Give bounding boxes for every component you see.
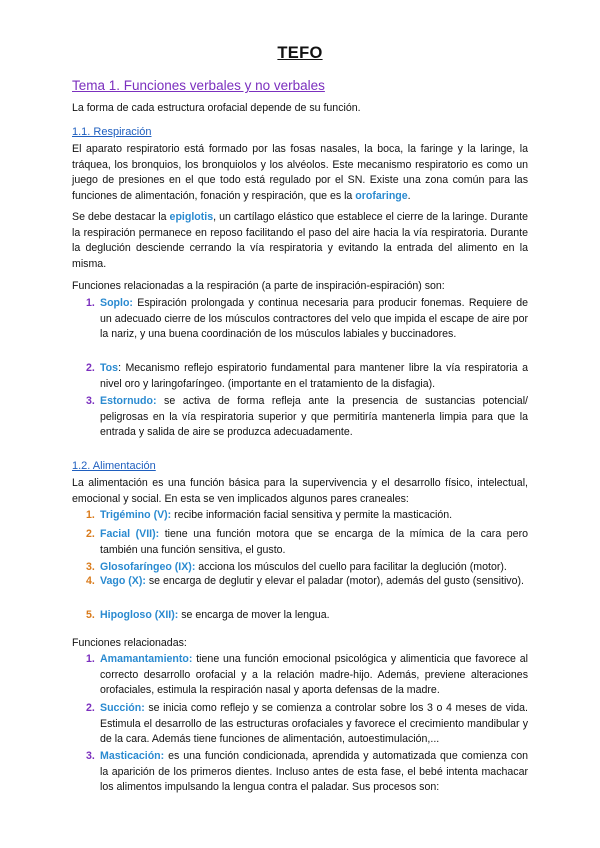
list-number: 2.	[86, 702, 95, 714]
list-number: 1.	[86, 297, 95, 309]
section-heading: Tema 1. Funciones verbales y no verbales	[72, 78, 325, 93]
resp-paragraph-3: Funciones relacionadas a la respiración (a parte de inspiración-espiración) son:	[72, 280, 445, 292]
list-item-soplo: Soplo: Espiración prolongada y continua necesaria para producir fonemas. Requiere de un adecuado cierre de los músculos contractores del velo que impida el escape de aire por la nariz, y una buena coordinación de los músculos labiales y buccinadores.	[100, 297, 528, 340]
list-number: 2.	[86, 362, 95, 374]
list-item-trigemino: Trigémino (V): recibe información facial sensitiva y permite la masticación.	[100, 509, 453, 521]
list-number: 3.	[86, 750, 95, 762]
heading-respiracion: 1.1. Respiración	[72, 126, 152, 138]
alim-paragraph-2: Funciones relacionadas:	[72, 637, 187, 649]
list-item-estornudo: Estornudo: se activa de forma refleja ante la presencia de sustancias potencial/ peligrosas en la vía respiratoria superior y que permitiría mantenerla limpia para que la entrada y salida de aire se produzca adecuadamente.	[100, 395, 528, 438]
resp-paragraph-1: El aparato respiratorio está formado por las fosas nasales, la boca, la faringe y la laringe, la tráquea, los bronquios, los bronquiolos y los alvéolos. Este mecanismo respiratorio es como un juego de presiones en el que todo está regulado por el SN. Existe una zona común para las funciones de alimentación, fonación y respiración, que es la orofaringe.	[72, 143, 528, 202]
heading-alimentacion: 1.2. Alimentación	[72, 460, 156, 472]
list-item-vago: Vago (X): se encarga de deglutir y elevar el paladar (motor), además del gusto (sensitivo).	[100, 575, 524, 587]
list-number: 3.	[86, 395, 95, 407]
list-item-hipogloso: Hipogloso (XII): se encarga de mover la lengua.	[100, 609, 330, 621]
list-number: 1.	[86, 509, 95, 521]
list-item-succion: Succión: se inicia como reflejo y se comienza a controlar sobre los 3 o 4 meses de vida. Estimula el desarrollo de las estructuras orofaciales y favorece el crecimiento mandibular y de la cara. Además tiene funciones de alimentación, autoestimulación,...	[100, 702, 528, 745]
list-item-facial: Facial (VII): tiene una función motora que se encarga de la mímica de la cara pero también una función sensitiva, el gusto.	[100, 528, 528, 556]
list-item-tos: Tos: Mecanismo reflejo espiratorio fundamental para mantener libre la vía respiratoria a nivel oro y laringofaríngeo. (importante en el tratamiento de la disfagia).	[100, 362, 528, 390]
list-item-amamantamiento: Amamantamiento: tiene una función emocional psicológica y alimenticia que favorece al correcto desarrollo orofacial y a la relación madre-hijo. Además, previene alteraciones orofaciales, estimula la respiración nasal y aporta defensas de la madre.	[100, 653, 528, 696]
keyword-epiglotis: epiglotis	[169, 211, 214, 223]
keyword-orofaringe: orofaringe	[355, 189, 408, 202]
list-item-glosofaringeo: Glosofaríngeo (IX): acciona los músculos del cuello para facilitar la deglución (motor).	[100, 561, 507, 573]
list-item-masticacion: Masticación: es una función condicionada, aprendida y automatizada que comienza con la aparición de los primeros dientes. Incluso antes de esta fase, el bebé intenta machacar los alimentos impulsando la lengua contra el paladar. Sus procesos son:	[100, 750, 528, 793]
list-number: 5.	[86, 609, 95, 621]
list-number: 1.	[86, 653, 95, 665]
document-title: TEFO	[277, 44, 323, 62]
list-number: 2.	[86, 528, 95, 540]
list-number: 4.	[86, 575, 95, 587]
list-number: 3.	[86, 561, 95, 573]
alim-paragraph-1: La alimentación es una función básica para la supervivencia y el desarrollo físico, intelectual, emocional y social. En esta se ven implicados algunos pares craneales:	[72, 477, 528, 505]
resp-paragraph-2: Se debe destacar la epiglotis, un cartílago elástico que establece el cierre de la laringe. Durante la respiración permanece en reposo facilitando el paso del aire hacia la vía respiratoria. Durante la deglución desciende cerrando la vía respiratoria y evitando la entrada del alimento en la misma.	[72, 211, 528, 270]
intro-paragraph: La forma de cada estructura orofacial depende de su función.	[72, 102, 361, 114]
